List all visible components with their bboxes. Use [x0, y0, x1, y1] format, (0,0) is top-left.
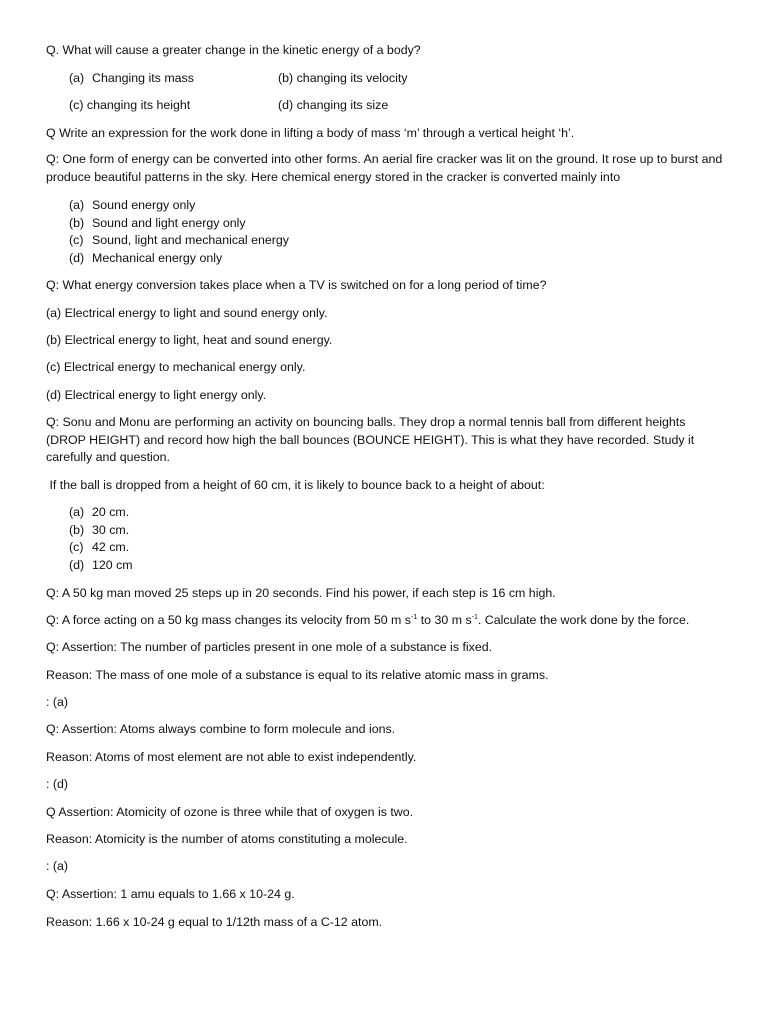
reason: Reason: 1.66 x 10-24 g equal to 1/12th mass of a C-12 atom. — [46, 915, 383, 929]
option: (a) Electrical energy to light and sound energy only. — [46, 306, 328, 320]
option-label: (c) — [69, 540, 84, 554]
question-text: . Calculate the work done by the force. — [477, 613, 690, 627]
option — [69, 232, 289, 248]
question-tv-energy: Q: What energy conversion takes place when a TV is switched on for a long period of time? — [46, 278, 547, 292]
option-text: Sound energy only — [92, 198, 196, 212]
answer: : (a) — [46, 859, 69, 873]
option — [69, 557, 133, 573]
option-text: Sound and light energy only — [92, 216, 246, 230]
superscript: -1 — [411, 614, 418, 621]
option-label: (c) — [69, 233, 84, 247]
option-text: changing its velocity — [296, 71, 408, 85]
option — [69, 97, 190, 113]
option-text: changing its height — [86, 98, 191, 112]
option-label: (a) — [69, 71, 85, 85]
option-label: (a) — [69, 198, 85, 212]
option — [69, 504, 129, 520]
option-label: (b) — [278, 71, 294, 85]
option-label: (b) — [69, 523, 85, 537]
option-text: Mechanical energy only — [92, 251, 223, 265]
question-bouncing-balls: Q: Sonu and Monu are performing an activity on bouncing balls. They drop a normal tennis ball from different heights (DROP HEIGHT) and record how high the ball bounces (BOUNCE HEIGHT). This is what they have recorded. Study it carefully and question. — [46, 415, 695, 464]
option: (c) Electrical energy to mechanical energy only. — [46, 360, 306, 374]
question-fire-cracker: Q: One form of energy can be converted into other forms. An aerial fire cracker was lit on the ground. It rose up to burst and produce beautiful patterns in the sky. Here chemical energy stored in the cracker is converted mainly into — [46, 152, 723, 184]
option-text: 30 cm. — [92, 523, 130, 537]
option-text: changing its size — [296, 98, 389, 112]
option-text: Sound, light and mechanical energy — [92, 233, 290, 247]
answer: : (d) — [46, 777, 69, 791]
option — [69, 539, 129, 555]
option — [69, 522, 129, 538]
option — [69, 250, 222, 266]
option: (d) Electrical energy to light energy only. — [46, 388, 267, 402]
assertion: Q Assertion: Atomicity of ozone is three while that of oxygen is two. — [46, 805, 414, 819]
option-label: (c) — [69, 98, 84, 112]
option-label: (d) — [278, 98, 294, 112]
option-text: 20 cm. — [92, 505, 130, 519]
option — [69, 215, 246, 231]
question-force-work — [46, 612, 689, 628]
reason: Reason: Atoms of most element are not able to exist independently. — [46, 750, 417, 764]
reason: Reason: The mass of one mole of a substance is equal to its relative atomic mass in grams. — [46, 668, 549, 682]
reason: Reason: Atomicity is the number of atoms constituting a molecule. — [46, 832, 408, 846]
option — [278, 70, 408, 86]
question-text: to 30 m s — [417, 613, 472, 627]
option-label: (d) — [69, 558, 85, 572]
question-man-power: Q: A 50 kg man moved 25 steps up in 20 seconds. Find his power, if each step is 16 cm high. — [46, 586, 556, 600]
superscript: -1 — [471, 614, 478, 621]
document-page — [46, 0, 726, 1024]
assertion: Q: Assertion: The number of particles present in one mole of a substance is fixed. — [46, 640, 493, 654]
option — [69, 70, 194, 86]
option-label: (a) — [69, 505, 85, 519]
question-kinetic-energy: Q. What will cause a greater change in the kinetic energy of a body? — [46, 43, 421, 57]
option-text: 120 cm — [92, 558, 133, 572]
option — [69, 197, 195, 213]
option-label: (d) — [69, 251, 85, 265]
option-text: Changing its mass — [92, 71, 194, 85]
option — [278, 97, 388, 113]
question-text: Q: A force acting on a 50 kg mass changes its velocity from 50 m s — [46, 613, 412, 627]
subquestion-drop-height: If the ball is dropped from a height of 60 cm, it is likely to bounce back to a height of about: — [46, 478, 545, 492]
option-text: 42 cm. — [92, 540, 130, 554]
question-work-expression: Q Write an expression for the work done in lifting a body of mass ‘m’ through a vertical height ‘h’. — [46, 126, 575, 140]
option-label: (b) — [69, 216, 85, 230]
assertion: Q: Assertion: Atoms always combine to form molecule and ions. — [46, 722, 396, 736]
answer: : (a) — [46, 695, 69, 709]
assertion: Q: Assertion: 1 amu equals to 1.66 x 10-24 g. — [46, 887, 295, 901]
option: (b) Electrical energy to light, heat and sound energy. — [46, 333, 333, 347]
